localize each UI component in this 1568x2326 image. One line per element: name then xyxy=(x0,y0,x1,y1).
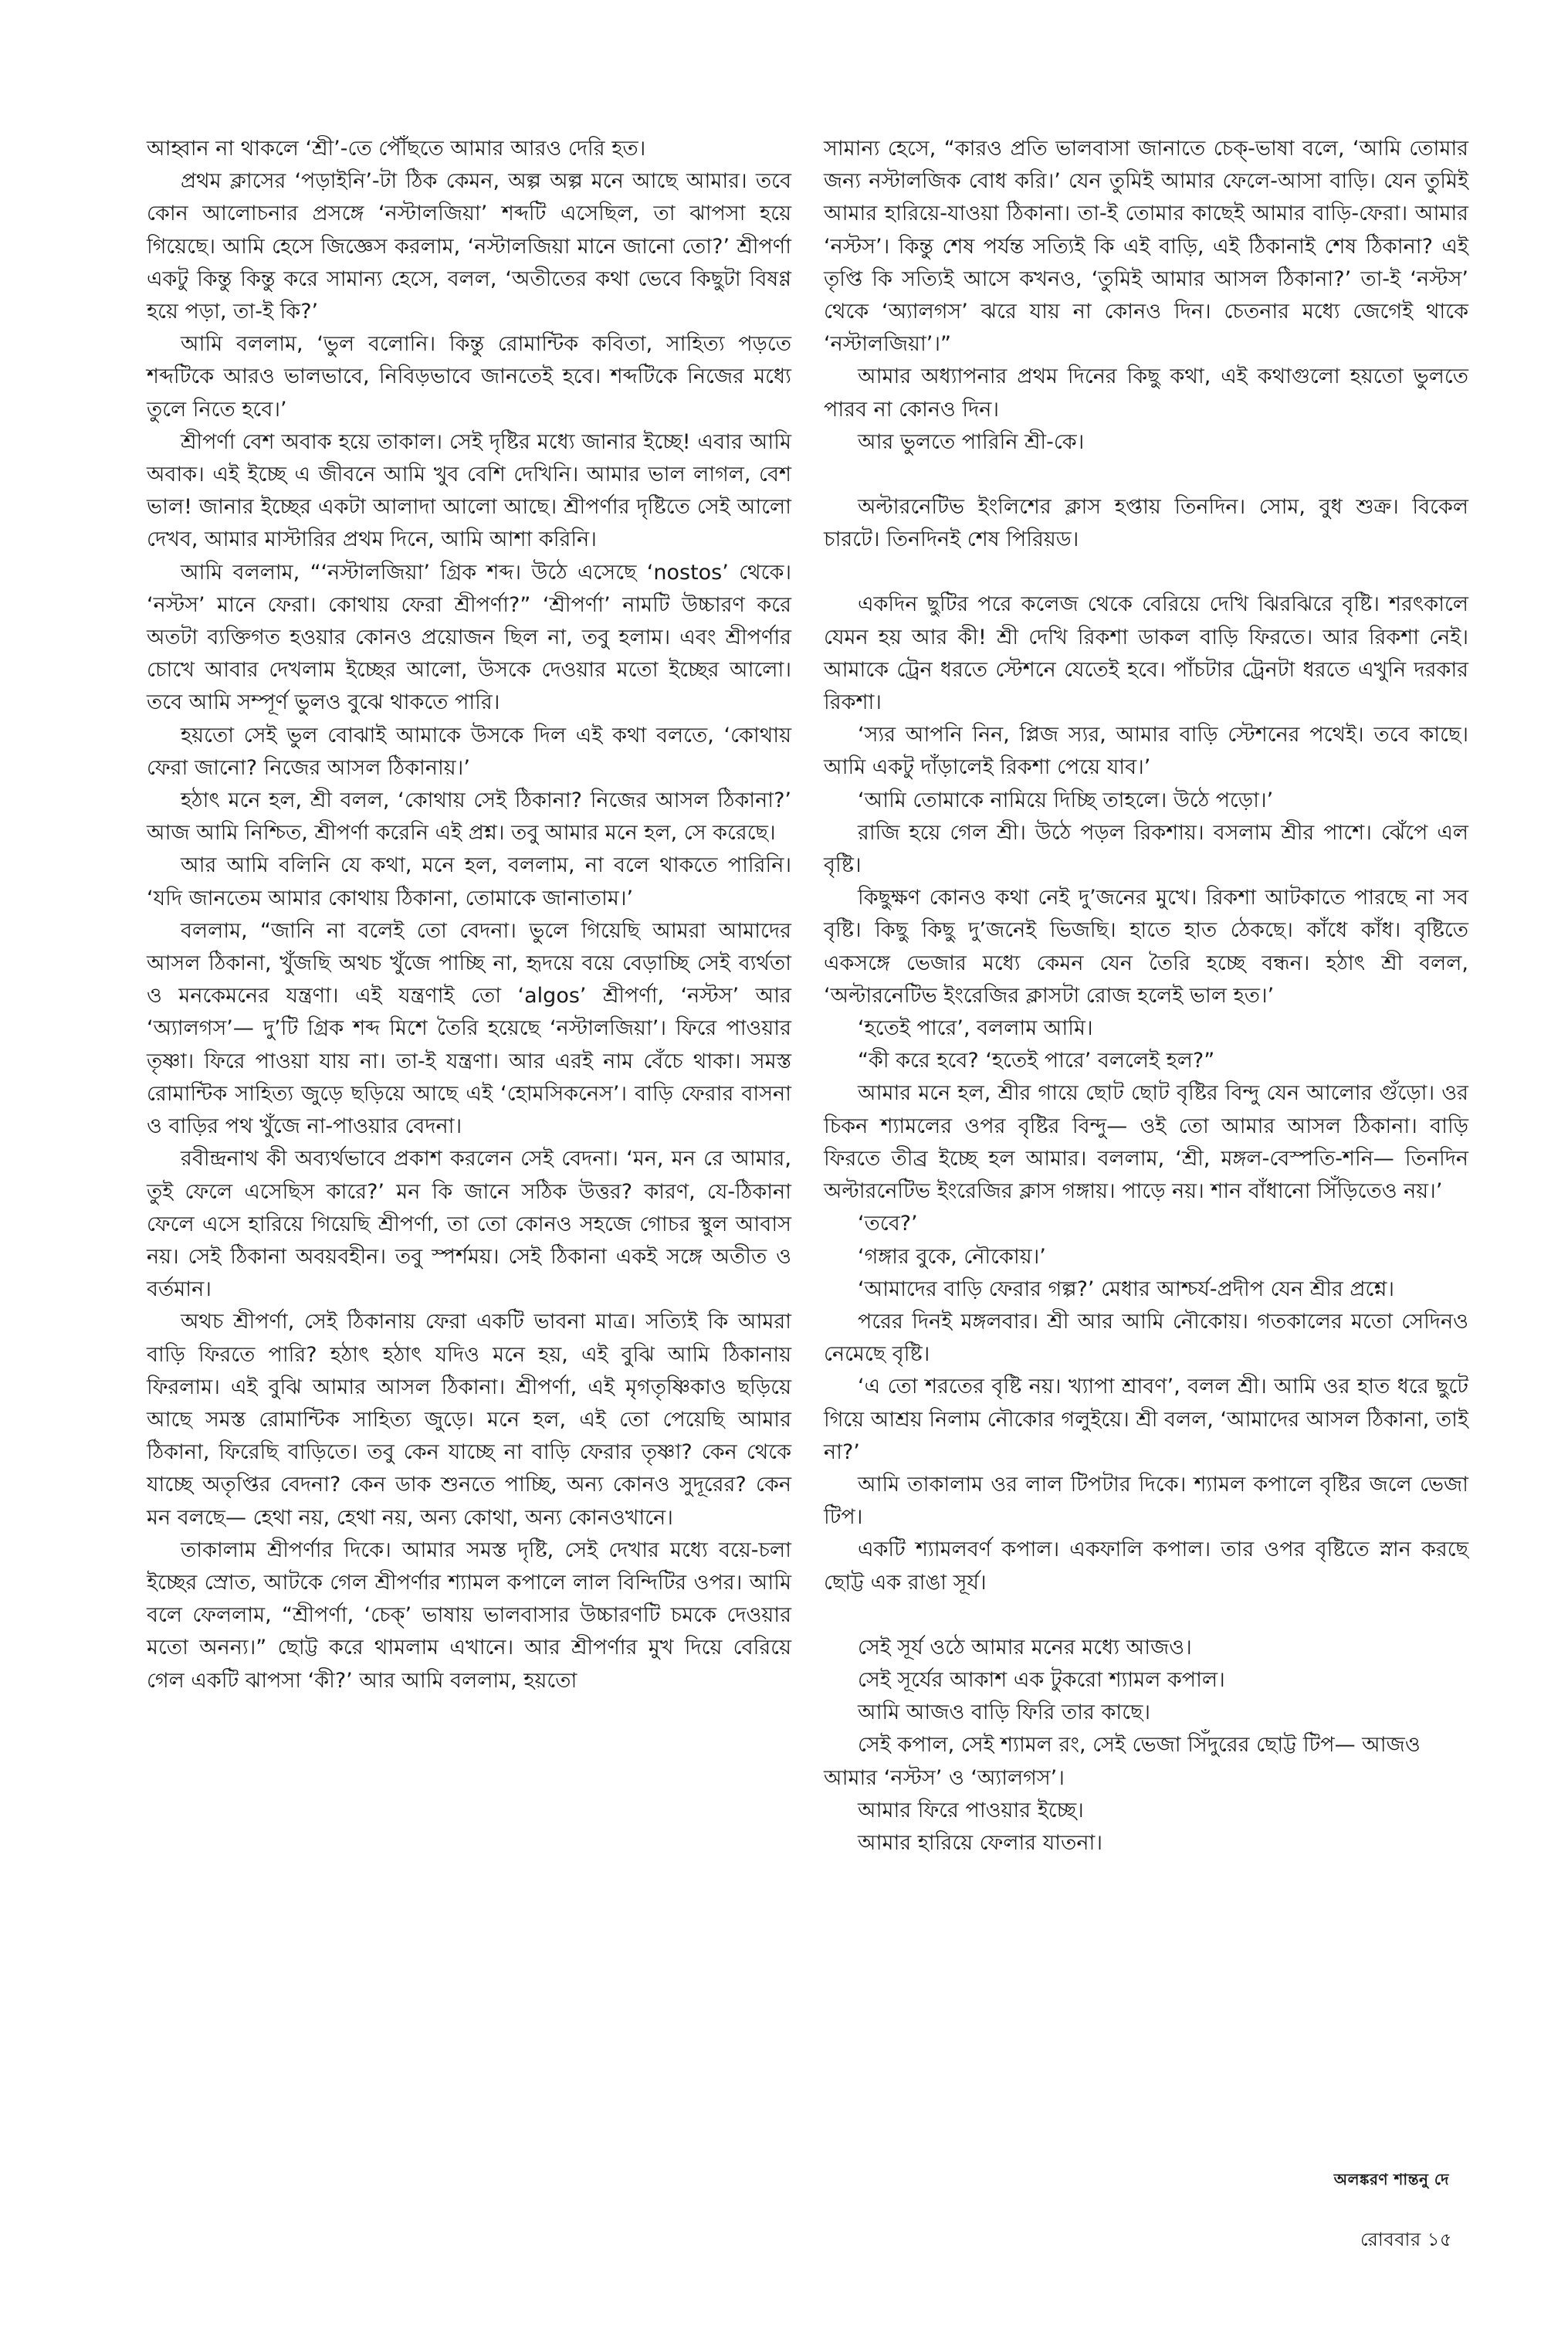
paragraph: ‘গঙ্গার বুকে, নৌকোয়।’ xyxy=(858,1244,1046,1269)
page-folio: রোববার ১৫ xyxy=(1360,2229,1452,2250)
paragraph: ‘হতেই পারে’, বললাম আমি। xyxy=(858,1016,1093,1041)
paragraph: আমি তাকালাম ওর লাল টিপটার দিকে। শ্যামল কপালে বৃষ্টির জলে ভেজা টিপ। xyxy=(824,1472,1468,1530)
verse-line: আমি আজও বাড়ি ফিরি তার কাছে। xyxy=(858,1700,1151,1725)
paragraph: শ্রীপর্ণা বেশ অবাক হয়ে তাকাল। সেই দৃষ্টির মধ্যে জানার ইচ্ছে! এবার আমি অবাক। এই ইচ্ছে এ জীবনে আমি খুব বেশি দেখিনি। আমার ভাল লাগল, বেশ ভাল! জানার ইচ্ছের একটা আলাদা আলো আছে। শ্রীপর্ণার দৃষ্টিতে সেই আলো দেখব, আমার মাস্টারির প্রথম দিনে, আমি আশা করিনি। xyxy=(147,429,791,552)
paragraph: হয়তো সেই ভুল বোঝাই আমাকে উসকে দিল এই কথা বলতে, ‘কোথায় ফেরা জানো? নিজের আসল ঠিকানায়।’ xyxy=(147,723,791,780)
paragraph: আহ্বান না থাকলে ‘শ্রী’-তে পৌঁছতে আমার আরও দেরি হত। xyxy=(147,137,646,161)
left-column xyxy=(147,133,791,1697)
verse-line: সেই কপাল, সেই শ্যামল রং, সেই ভেজা সিঁদুরের ছোট্ট টিপ— আজও আমার ‘নস্টস’ ও ‘অ্যালগস’। xyxy=(824,1733,1421,1790)
paragraph: আমি বললাম, “‘নস্টালজিয়া’ গ্রিক শব্দ। উঠে এসেছে ‘nostos’ থেকে। ‘নস্টস’ মানে ফেরা। কোথায় ফেরা শ্রীপর্ণা?” ‘শ্রীপর্ণা’ নামটি উচ্চারণ করে অতটা ব্যক্তিগত হওয়ার কোনও প্রয়োজন ছিল না, তবু হলাম। এবং শ্রীপর্ণার চোখে আবার দেখলাম ইচ্ছের আলো, উসকে দেওয়ার মতো ইচ্ছের আলো। তবে আমি সম্পূর্ণ ভুলও বুঝে থাকতে পারি। xyxy=(147,560,791,715)
paragraph: রাজি হয়ে গেল শ্রী। উঠে পড়ল রিকশায়। বসলাম শ্রীর পাশে। ঝেঁপে এল বৃষ্টি। xyxy=(824,820,1468,878)
paragraph: ‘আমি তোমাকে নামিয়ে দিচ্ছি তাহলে। উঠে পড়ো।’ xyxy=(858,788,1274,812)
paragraph: কিছুক্ষণ কোনও কথা নেই দু’জনের মুখে। রিকশা আটকাতে পারছে না সব বৃষ্টি। কিছু কিছু দু’জনেই ভিজছি। হাতে হাত ঠেকছে। কাঁধে কাঁধ। বৃষ্টিতে একসঙ্গে ভেজার মধ্যে কেমন যেন তৈরি হচ্ছে বন্ধন। হঠাৎ শ্রী বলল, ‘অল্টারনেটিভ ইংরেজির ক্লাসটা রোজ হলেই ভাল হত।’ xyxy=(824,886,1468,1008)
paragraph: একটি শ্যামলবর্ণ কপাল। একফালি কপাল। তার ওপর বৃষ্টিতে স্নান করছে ছোট্ট এক রাঙা সূর্য। xyxy=(824,1538,1468,1595)
paragraph: রবীন্দ্রনাথ কী অব্যর্থভাবে প্রকাশ করলেন সেই বেদনা। ‘মন, মন রে আমার, তুই ফেলে এসেছিস কারে?’ মন কি জানে সঠিক উত্তর? কারণ, যে-ঠিকানা ফেলে এসে হারিয়ে গিয়েছি শ্রীপর্ণা, তা তো কোনও সহজে গোচর স্থুল আবাস নয়। সেই ঠিকানা অবয়বহীন। তবু স্পর্শময়। সেই ঠিকানা একই সঙ্গে অতীত ও বর্তমান। xyxy=(147,1147,791,1302)
paragraph: “কী করে হবে? ‘হতেই পারে’ বললেই হল?” xyxy=(858,1049,1215,1073)
paragraph: ‘তবে?’ xyxy=(858,1212,918,1236)
paragraph: আর ভুলতে পারিনি শ্রী-কে। xyxy=(858,429,1085,454)
verse-line: আমার ফিরে পাওয়ার ইচ্ছে। xyxy=(858,1798,1084,1822)
right-column xyxy=(824,133,1468,1860)
paragraph: অথচ শ্রীপর্ণা, সেই ঠিকানায় ফেরা একটি ভাবনা মাত্র। সত্যিই কি আমরা বাড়ি ফিরতে পারি? হঠাৎ হঠাৎ যদিও মনে হয়, এই বুঝি আমি ঠিকানায় ফিরলাম। এই বুঝি আমার আসল ঠিকানা। শ্রীপর্ণা, এই মৃগতৃষ্ণিকাও ছড়িয়ে আছে সমস্ত রোমান্টিক সাহিত্য জুড়ে। মনে হল, এই তো পেয়েছি আমার ঠিকানা, ফিরেছি বাড়িতে। তবু কেন যাচ্ছে না বাড়ি ফেরার তৃষ্ণা? কেন থেকে যাচ্ছে অতৃপ্তির বেদনা? কেন ডাক শুনতে পাচ্ছি, অন্য কোনও সুদূরের? কেন মন বলছে— হেথা নয়, হেথা নয়, অন্য কোথা, অন্য কোনওখানে। xyxy=(147,1310,791,1530)
paragraph: প্রথম ক্লাসের ‘পড়াইনি’-টা ঠিক কেমন, অল্প অল্প মনে আছে আমার। তবে কোন আলোচনার প্রসঙ্গে ‘নস্টালজিয়া’ শব্দটি এসেছিল, তা ঝাপসা হয়ে গিয়েছে। আমি হেসে জিজ্ঞেস করলাম, ‘নস্টালজিয়া মানে জানো তো?’ শ্রীপর্ণা একটু কিন্তু কিন্তু করে সামান্য হেসে, বলল, ‘অতীতের কথা ভেবে কিছুটা বিষণ্ণ হয়ে পড়া, তা-ই কি?’ xyxy=(147,169,791,324)
paragraph: তাকালাম শ্রীপর্ণার দিকে। আমার সমস্ত দৃষ্টি, সেই দেখার মধ্যে বয়ে-চলা ইচ্ছের স্রোত, আটকে গেল শ্রীপর্ণার শ্যামল কপালে লাল বিন্দিটির ওপর। আমি বলে ফেললাম, “শ্রীপর্ণা, ‘চেক্’ ভাষায় ভালবাসার উচ্চারণটি চমকে দেওয়ার মতো অনন্য।” ছোট্ট করে থামলাম এখানে। আর শ্রীপর্ণার মুখ দিয়ে বেরিয়ে গেল একটি ঝাপসা ‘কী?’ আর আমি বললাম, হয়তো xyxy=(147,1538,791,1693)
illustration-credit: অলঙ্করণ শান্তনু দে xyxy=(1333,2170,1449,2189)
paragraph: অল্টারনেটিভ ইংলিশের ক্লাস হপ্তায় তিনদিন। সোম, বুধ শুক্র। বিকেল চারটে। তিনদিনই শেষ পিরিয়ড। xyxy=(824,495,1468,552)
paragraph: ‘স্যর আপনি নিন, প্লিজ স্যর, আমার বাড়ি স্টেশনের পথেই। তবে কাছে। আমি একটু দাঁড়ালেই রিকশা পেয়ে যাব।’ xyxy=(824,723,1468,780)
paragraph: আমার অধ্যাপনার প্রথম দিনের কিছু কথা, এই কথাগুলো হয়তো ভুলতে পারব না কোনও দিন। xyxy=(824,364,1468,422)
verse-line: সেই সূর্যের আকাশ এক টুকরো শ্যামল কপাল। xyxy=(858,1667,1225,1692)
verse-line: আমার হারিয়ে ফেলার যাতনা। xyxy=(858,1830,1102,1855)
paragraph: ‘আমাদের বাড়ি ফেরার গল্প?’ মেধার আশ্চর্য-প্রদীপ যেন শ্রীর প্রশ্নে। xyxy=(858,1277,1394,1301)
paragraph: ‘এ তো শরতের বৃষ্টি নয়। খ্যাপা শ্রাবণ’, বলল শ্রী। আমি ওর হাত ধরে ছুটে গিয়ে আশ্রয় নিলাম নৌকোর গলুইয়ে। শ্রী বলল, ‘আমাদের আসল ঠিকানা, তাই না?’ xyxy=(824,1375,1468,1464)
closing-verse xyxy=(824,1632,1468,1860)
paragraph: হঠাৎ মনে হল, শ্রী বলল, ‘কোথায় সেই ঠিকানা? নিজের আসল ঠিকানা?’ আজ আমি নিশ্চিত, শ্রীপর্ণা করেনি এই প্রশ্ন। তবু আমার মনে হল, সে করেছে। xyxy=(147,788,791,846)
paragraph: আমার মনে হল, শ্রীর গায়ে ছোট ছোট বৃষ্টির বিন্দু যেন আলোর গুঁড়ো। ওর চিকন শ্যামলের ওপর বৃষ্টির বিন্দু— ওই তো আমার আসল ঠিকানা। বাড়ি ফিরতে তীব্র ইচ্ছে হল আমার। বললাম, ‘শ্রী, মঙ্গল-বেস্পতি-শনি— তিনদিন অল্টারনেটিভ ইংরেজির ক্লাস গঙ্গায়। পাড়ে নয়। শান বাঁধানো সিঁড়িতেও নয়।’ xyxy=(824,1081,1468,1204)
paragraph: আর আমি বলিনি যে কথা, মনে হল, বললাম, না বলে থাকতে পারিনি। ‘যদি জানতেম আমার কোথায় ঠিকানা, তোমাকে জানাতাম।’ xyxy=(147,853,791,910)
paragraph: আমি বললাম, ‘ভুল বলোনি। কিন্তু রোমান্টিক কবিতা, সাহিত্য পড়তে শব্দটিকে আরও ভালভাবে, নিবিড়ভাবে জানতেই হবে। শব্দটিকে নিজের মধ্যে তুলে নিতে হবে।’ xyxy=(147,332,791,422)
paragraph: বললাম, “জানি না বলেই তো বেদনা। ভুলে গিয়েছি আমরা আমাদের আসল ঠিকানা, খুঁজছি অথচ খুঁজে পাচ্ছি না, হৃদয়ে বয়ে বেড়াচ্ছি সেই ব্যর্থতা ও মনকেমনের যন্ত্রণা। এই যন্ত্রণাই তো ‘algos’ শ্রীপর্ণা, ‘নস্টস’ আর ‘অ্যালগস’— দু’টি গ্রিক শব্দ মিশে তৈরি হয়েছে ‘নস্টালজিয়া’। ফিরে পাওয়ার তৃষ্ণা। ফিরে পাওয়া যায় না। তা-ই যন্ত্রণা। আর এরই নাম বেঁচে থাকা। সমস্ত রোমান্টিক সাহিত্য জুড়ে ছড়িয়ে আছে এই ‘হোমসিকনেস’। বাড়ি ফেরার বাসনা ও বাড়ির পথ খুঁজে না-পাওয়ার বেদনা। xyxy=(147,918,791,1139)
paragraph: সামান্য হেসে, “কারও প্রতি ভালবাসা জানাতে চেক্-ভাষা বলে, ‘আমি তোমার জন্য নস্টালজিক বোধ করি।’ যেন তুমিই আমার ফেলে-আসা বাড়ি। যেন তুমিই আমার হারিয়ে-যাওয়া ঠিকানা। তা-ই তোমার কাছেই আমার বাড়ি-ফেরা। আমার ‘নস্টস’। কিন্তু শেষ পর্যন্ত সত্যিই কি এই বাড়ি, এই ঠিকানাই শেষ ঠিকানা? এই তৃপ্তি কি সত্যিই আসে কখনও, ‘তুমিই আমার আসল ঠিকানা?’ তা-ই ‘নস্টস’ থেকে ‘অ্যালগস’ ঝরে যায় না কোনও দিন। চেতনার মধ্যে জেগেই থাকে ‘নস্টালজিয়া’।” xyxy=(824,137,1468,357)
paragraph: একদিন ছুটির পরে কলেজ থেকে বেরিয়ে দেখি ঝিরঝিরে বৃষ্টি। শরৎকালে যেমন হয় আর কী! শ্রী দেখি রিকশা ডাকল বাড়ি ফিরতে। আর রিকশা নেই। আমাকে ট্রেন ধরতে স্টেশনে যেতেই হবে। পাঁচটার ট্রেনটা ধরতে এখুনি দরকার রিকশা। xyxy=(824,592,1468,715)
verse-line: সেই সূর্য ওঠে আমার মনের মধ্যে আজও। xyxy=(858,1635,1192,1660)
paragraph: পরের দিনই মঙ্গলবার। শ্রী আর আমি নৌকোয়। গতকালের মতো সেদিনও নেমেছে বৃষ্টি। xyxy=(824,1309,1468,1367)
